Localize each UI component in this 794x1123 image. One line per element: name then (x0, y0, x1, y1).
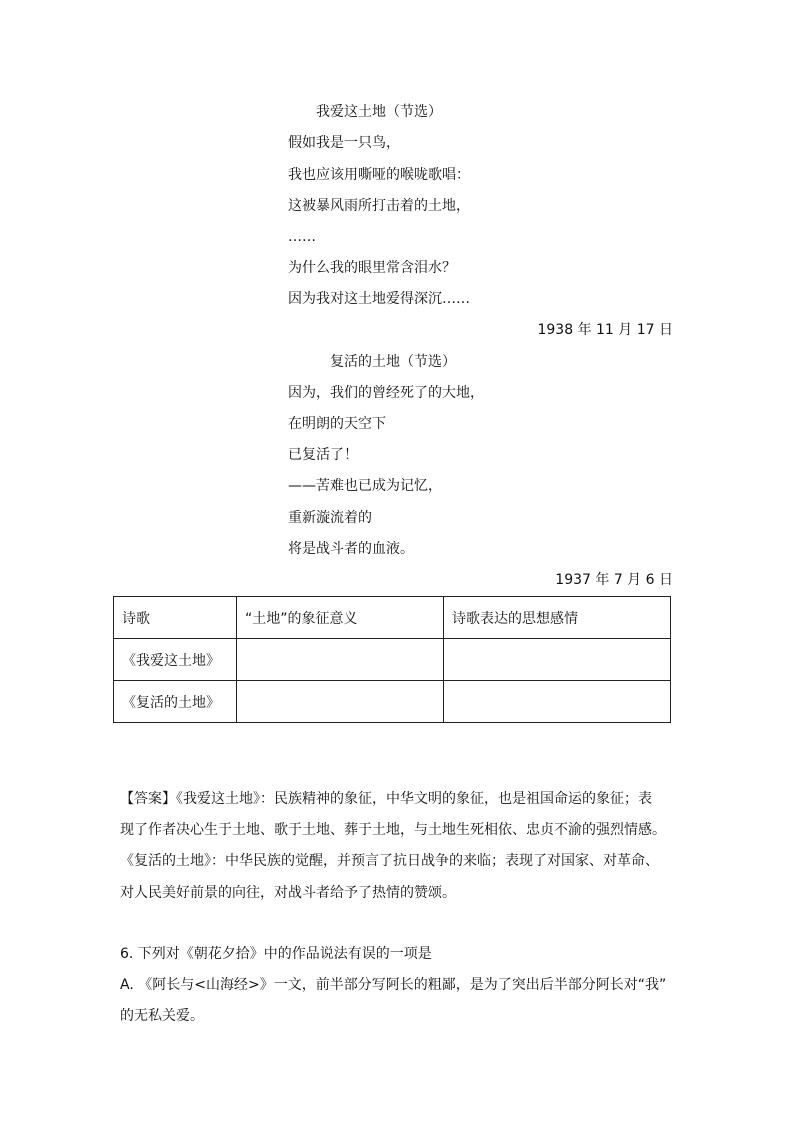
table-cell (237, 639, 444, 681)
answer-line: 【答案】《我爱这土地》：民族精神的象征，中华文明的象征，也是祖国命运的象征；表 (120, 791, 652, 807)
table-cell: 《我爱这土地》 (114, 639, 237, 681)
poem2-line: 将是战斗者的血液。 (288, 541, 414, 557)
poem2-date: 1937 年 7 月 6 日 (555, 572, 673, 588)
table-cell: 《复活的土地》 (114, 681, 237, 723)
poem1-line: 这被暴风雨所打击着的土地， (288, 198, 470, 214)
poem-comparison-table (113, 596, 671, 723)
table-cell (444, 681, 671, 723)
table-cell (444, 639, 671, 681)
poem1-line: 因为我对这土地爱得深沉…… (288, 291, 470, 307)
answer-line: 《复活的土地》：中华民族的觉醒，并预言了抗日战争的来临；表现了对国家、对革命、 (120, 853, 659, 869)
poem2-line: 在明朗的天空下 (288, 416, 386, 432)
table-header-cell: 诗歌 (114, 597, 237, 639)
table-header-row (114, 597, 671, 639)
table-cell (237, 681, 444, 723)
option-a-line: A. 《阿长与<山海经>》一文，前半部分写阿长的粗鄙，是为了突出后半部分阿长对“我” (120, 977, 667, 993)
poem1-date: 1938 年 11 月 17 日 (537, 322, 673, 338)
poem1-line: 我也应该用嘶哑的喉咙歌唱： (288, 167, 470, 183)
question-stem: 6. 下列对《朝花夕拾》中的作品说法有误的一项是 (120, 946, 432, 962)
table-row (114, 639, 671, 681)
poem2-line: ——苦难也已成为记忆， (288, 478, 442, 494)
poem1-line: …… (288, 229, 316, 245)
poem2-line: 重新漩流着的 (288, 510, 372, 526)
table-header-cell: “土地”的象征意义 (237, 597, 444, 639)
option-a-line: 的无私关爱。 (120, 1008, 204, 1024)
table-header-cell: 诗歌表达的思想感情 (444, 597, 671, 639)
poem1-title: 我爱这土地（节选） (316, 104, 442, 120)
answer-line: 现了作者决心生于土地、歌于土地、葬于土地，与土地生死相依、忠贞不渝的强烈情感。 (120, 822, 666, 838)
poem2-line: 已复活了！ (288, 447, 358, 463)
poem2-title: 复活的土地（节选） (330, 354, 456, 370)
table-row (114, 681, 671, 723)
answer-line: 对人民美好前景的向往，对战斗者给予了热情的赞颂。 (120, 885, 456, 901)
poem2-line: 因为，我们的曾经死了的大地， (288, 385, 484, 401)
poem1-line: 假如我是一只鸟， (288, 135, 400, 151)
poem1-line: 为什么我的眼里常含泪水？ (288, 260, 456, 276)
